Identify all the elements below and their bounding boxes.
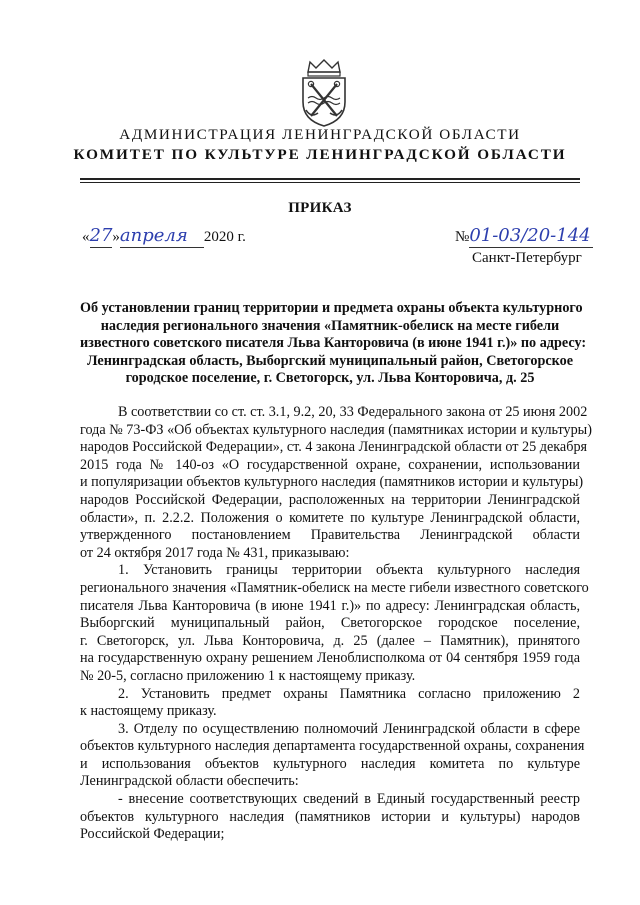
body-line: области», п. 2.2.2. Положения о комитете по культуре Ленинградской области, xyxy=(80,509,580,526)
title-line: Ленинградская область, Выборгский муниципальный район, Светогорское xyxy=(86,352,574,369)
body-line: писателя Льва Канторовича (в июне 1941 г.)» по адресу: Ленинградская область, xyxy=(80,597,580,614)
date-day-field xyxy=(90,226,113,248)
committee-heading: КОМИТЕТ ПО КУЛЬТУРЕ ЛЕНИНГРАДСКОЙ ОБЛАСТИ xyxy=(73,146,567,163)
document-city: Санкт-Петербург xyxy=(472,250,582,266)
body-line: на государственную охрану решением Леноблисполкома от 04 сентября 1959 года xyxy=(80,650,580,667)
body-line: - внесение соответствующих сведений в Единый государственный реестр xyxy=(118,791,580,808)
preamble-paragraph xyxy=(80,404,592,562)
body-line: 3. Отделу по осуществлению полномочий Ленинградской области в сфере xyxy=(118,720,580,737)
body-line: Российской Федерации; xyxy=(80,826,225,843)
body-line: утвержденного постановлением Правительства Ленинградской области xyxy=(80,527,580,544)
title-line: городское поселение, г. Светогорск, ул. Льва Конторовича, д. 25 xyxy=(125,370,535,387)
header-divider-thick xyxy=(80,178,580,180)
body-line: от 24 октября 2017 года № 431, приказываю: xyxy=(80,544,350,561)
document-type-title: ПРИКАЗ xyxy=(288,200,352,216)
body-line: 1. Установить границы территории объекта культурного наследия xyxy=(118,562,580,579)
clause-2-paragraph xyxy=(80,686,580,721)
body-line: регионального значения «Памятник-обелиск на месте гибели известного советского xyxy=(80,579,589,596)
body-line: В соответствии со ст. ст. 3.1, 9.2, 20, 33 Федерального закона от 25 июня 2002 xyxy=(118,404,588,420)
clause-3-paragraph xyxy=(80,720,585,791)
body-line: и популяризации объектов культурного наследия (памятников истории и культуры) xyxy=(80,474,584,491)
number-handwritten: 01-03/20-144 xyxy=(469,225,591,246)
body-line: объектов культурного наследия департамента государственной охраны, сохранения xyxy=(80,738,585,755)
date-day-handwritten: 27 xyxy=(89,225,113,246)
date-close-quote: » xyxy=(112,229,120,245)
title-line: Об установлении границ территории и предмета охраны объекта культурного xyxy=(80,300,583,316)
date-month-handwritten: апреля xyxy=(119,225,188,246)
date-open-quote: « xyxy=(82,229,90,245)
body-line: № 20-5, согласно приложению 1 к настоящему приказу. xyxy=(80,667,416,684)
header-divider-thin xyxy=(80,182,580,183)
body-line: объектов культурного наследия (памятников истории и культуры) народов xyxy=(80,808,580,825)
title-line: известного советского писателя Льва Канторовича (в июне 1941 г.)» по адресу: xyxy=(80,335,587,352)
document-title xyxy=(80,300,587,388)
body-line: и использования объектов культурного наследия комитета по культуре xyxy=(80,755,580,772)
number-field xyxy=(469,226,593,248)
clause-1-paragraph xyxy=(80,562,589,685)
date-month-field xyxy=(120,226,204,248)
body-line: Выборгский муниципальный район, Светогорское городское поселение, xyxy=(80,615,580,632)
clause-3-item-paragraph xyxy=(80,791,580,844)
number-prefix: № xyxy=(455,229,470,245)
body-line: года № 73-ФЗ «Об объектах культурного наследия (памятниках истории и культуры) xyxy=(80,421,592,438)
document-body xyxy=(80,404,592,844)
body-line: 2015 года № 140-оз «О государственной охране, сохранении, использовании xyxy=(80,456,580,473)
body-line: народов Российской Федерации, расположенных на территории Ленинградской xyxy=(80,491,580,508)
leningrad-oblast-coat-of-arms-icon xyxy=(296,58,352,128)
date-year: 2020 г. xyxy=(203,229,246,245)
body-line: народов Российской Федерации», ст. 4 закона Ленинградской области от 25 декабря xyxy=(80,439,588,456)
title-line: наследия регионального значения «Памятник-обелиск на месте гибели xyxy=(100,317,560,334)
body-line: 2. Установить предмет охраны Памятника согласно приложению 2 xyxy=(118,685,580,702)
body-line: к настоящему приказу. xyxy=(80,703,217,720)
body-line: Ленинградской области обеспечить: xyxy=(80,773,299,790)
body-line: г. Светогорск, ул. Льва Конторовича, д. 25 (далее – Памятник), принятого xyxy=(80,632,580,649)
administration-heading: АДМИНИСТРАЦИЯ ЛЕНИНГРАДСКОЙ ОБЛАСТИ xyxy=(119,126,521,143)
document-number xyxy=(455,226,593,248)
document-date xyxy=(82,226,246,252)
